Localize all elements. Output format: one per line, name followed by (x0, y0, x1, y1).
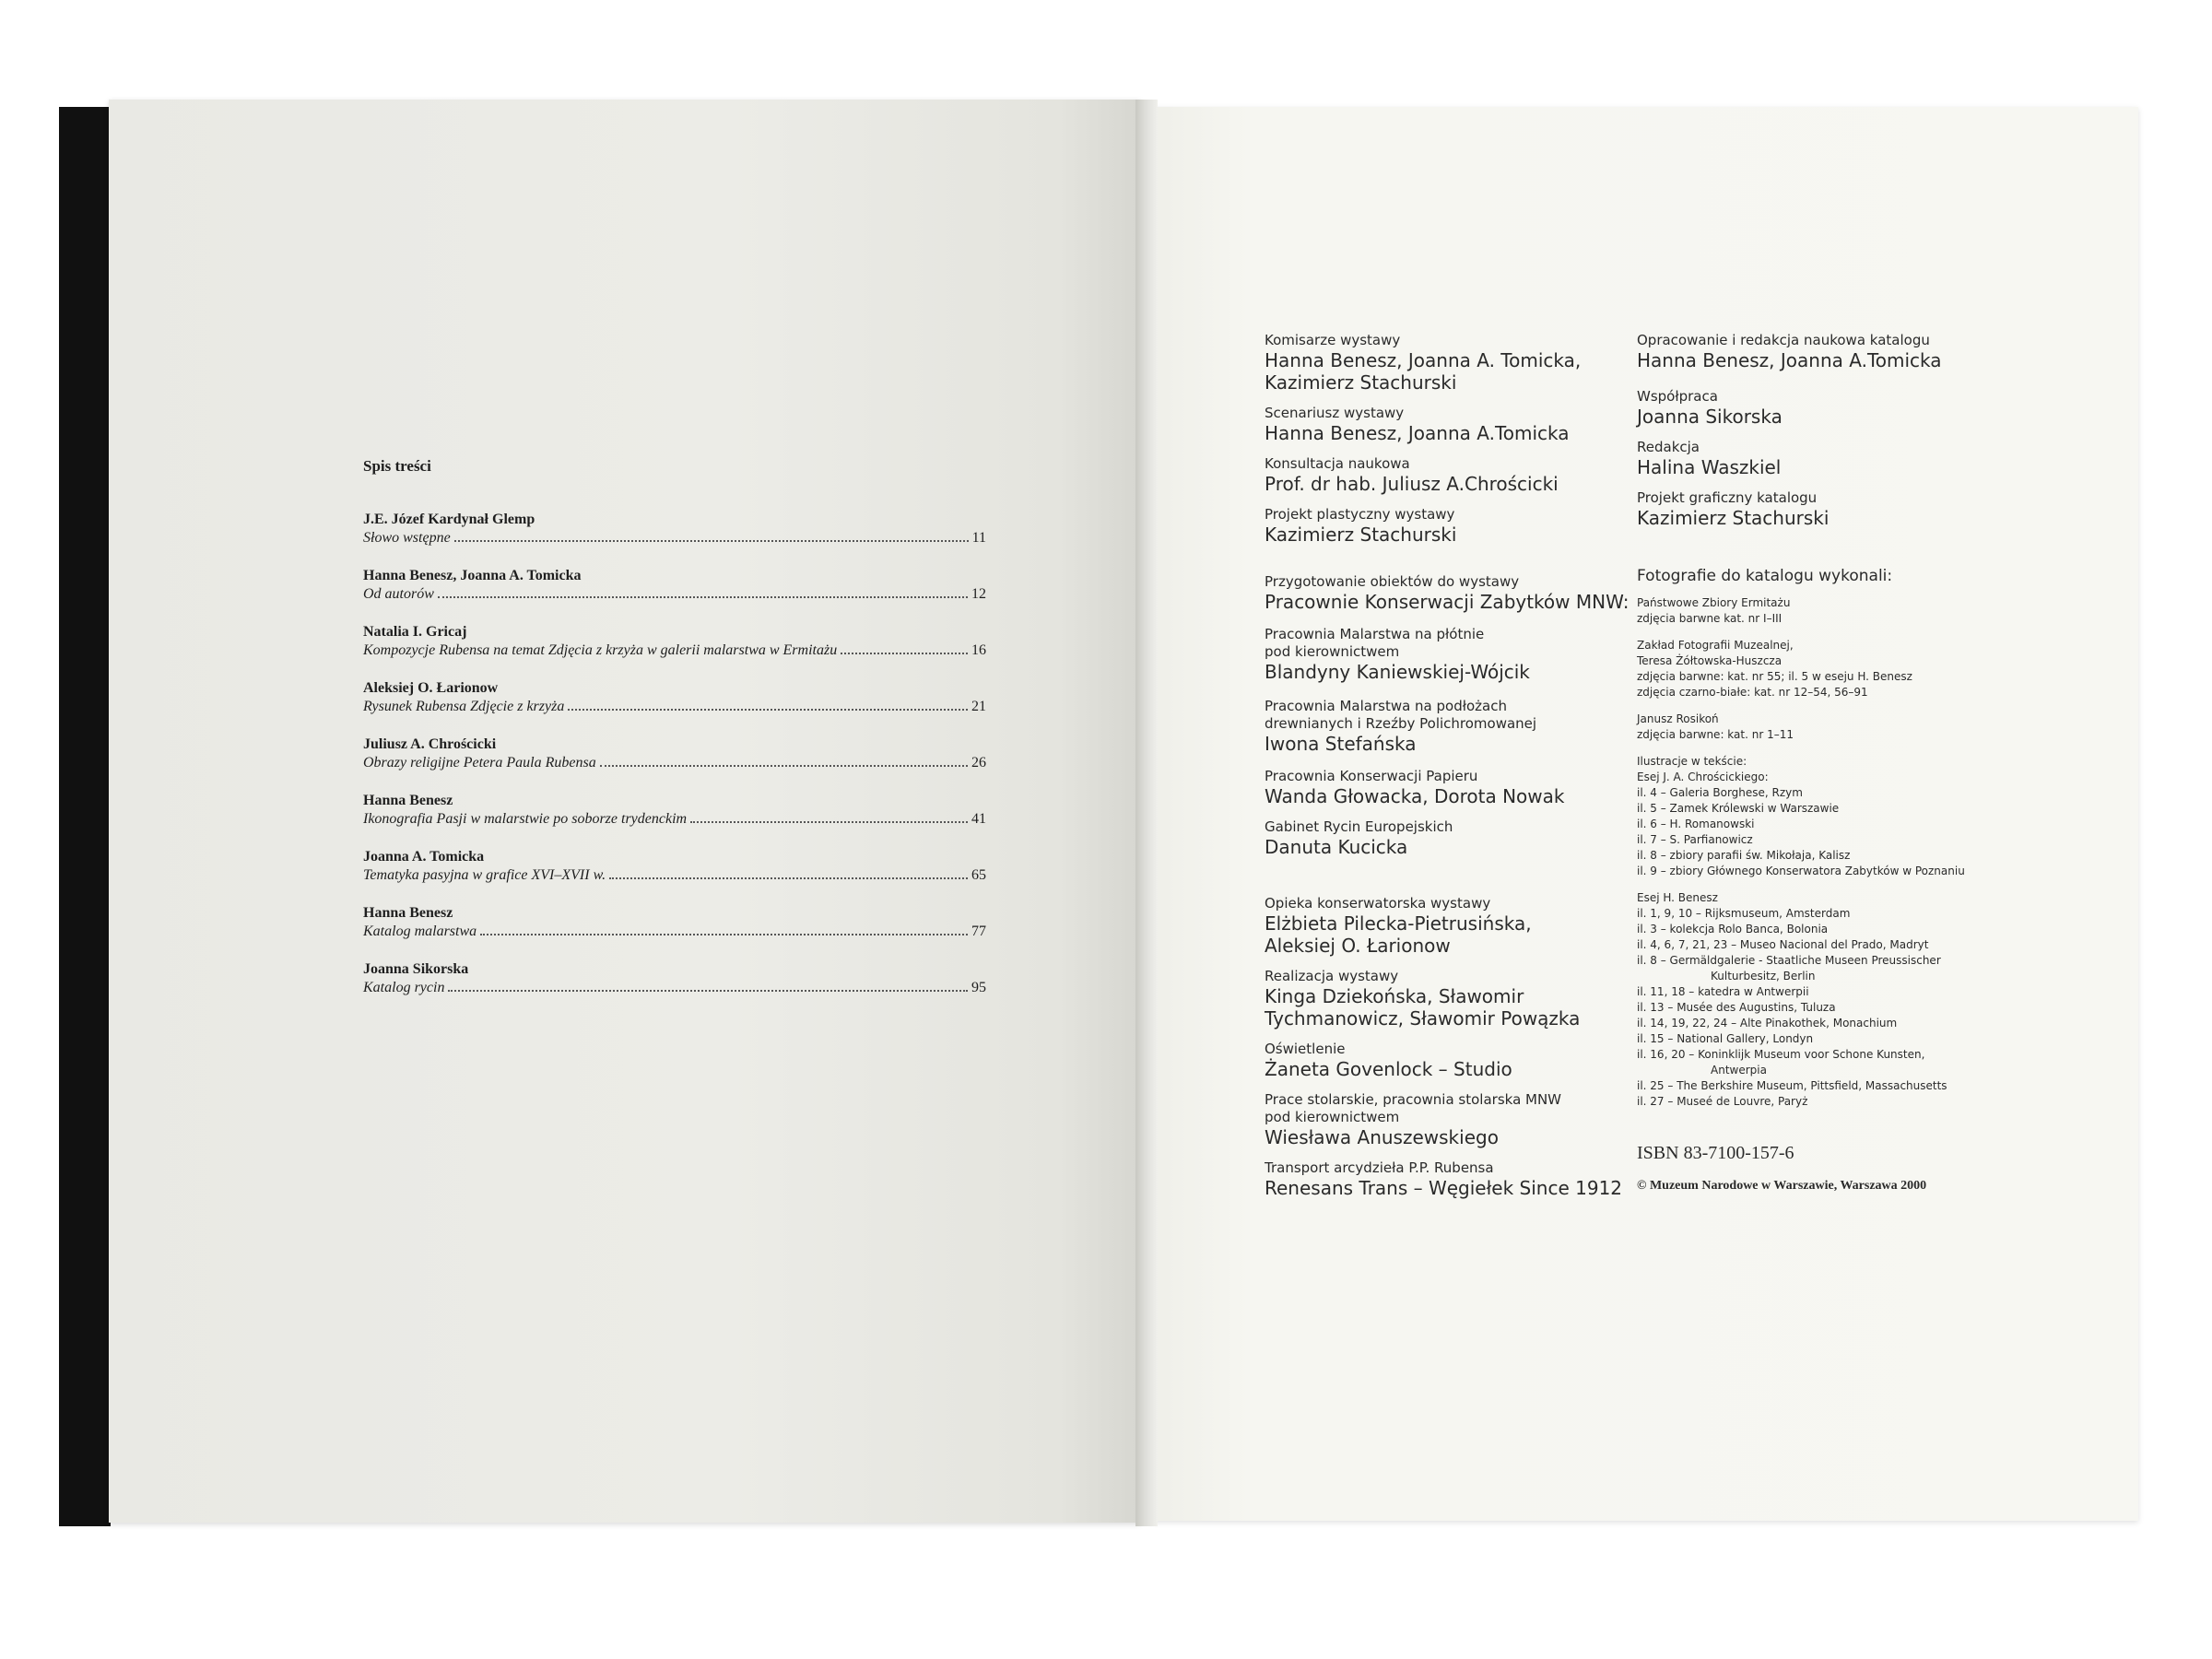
credit-transport (1265, 1159, 1633, 1199)
toc-author: J.E. Józef Kardynał Glemp (363, 512, 535, 527)
photo-credit-block (1637, 712, 2024, 743)
credit-value: Kazimierz Stachurski (1265, 371, 1457, 394)
credit-pracownia-drewno (1265, 698, 1633, 755)
photo-credit-line: Esej J. A. Chrościckiego: (1637, 771, 1769, 783)
photo-credit-line: Ilustracje w tekście: (1637, 755, 1747, 768)
toc-leader-dots (690, 821, 968, 823)
credit-value: Hanna Benesz, Joanna A. Tomicka, (1265, 349, 1582, 371)
photo-credit-line: zdjęcia barwne: kat. nr 1–11 (1637, 728, 1794, 741)
photo-credit-line: Państwowe Zbiory Ermitażu (1637, 596, 1791, 609)
photo-credit-line: il. 16, 20 – Koninklijk Museum voor Schone Kunsten, (1637, 1048, 1925, 1061)
credit-value: Aleksiej O. Łarionow (1265, 935, 1451, 957)
toc-line (363, 641, 986, 660)
credit-opracowanie (1637, 332, 2024, 371)
credit-value: Renesans Trans – Węgiełek Since 1912 (1265, 1177, 1623, 1199)
photo-credit-line: il. 8 – Germäldgalerie - Staatliche Museen Preussischer (1637, 954, 1941, 967)
credit-przygotowanie (1265, 573, 1633, 613)
credit-projekt-graficzny (1637, 489, 2024, 529)
credit-label: Scenariusz wystawy (1265, 405, 1405, 421)
credit-label: Prace stolarskie, pracownia stolarska MNW (1265, 1091, 1562, 1108)
credit-label: Przygotowanie obiektów do wystawy (1265, 573, 1520, 590)
credit-scenariusz (1265, 405, 1633, 444)
photo-credit-line: Janusz Rosikoń (1637, 712, 1719, 725)
credit-label: Opieka konserwatorska wystawy (1265, 895, 1491, 912)
credit-label: Gabinet Rycin Europejskich (1265, 818, 1453, 835)
credit-value: Wanda Głowacka, Dorota Nowak (1265, 785, 1565, 807)
toc-line (363, 698, 986, 716)
credit-label: Oświetlenie (1265, 1041, 1346, 1057)
toc-leader-dots (480, 934, 968, 935)
photo-credit-line: il. 1, 9, 10 – Rijksmuseum, Amsterdam (1637, 907, 1851, 920)
toc-chapter-title: Obrazy religijne Petera Paula Rubensa (363, 755, 596, 771)
toc-page-number: 65 (971, 867, 986, 883)
photo-credit-line: il. 6 – H. Romanowski (1637, 818, 1755, 830)
toc-line (363, 979, 986, 997)
credit-label: Komisarze wystawy (1265, 332, 1401, 348)
credit-value: Danuta Kucicka (1265, 836, 1408, 858)
credit-value: Kazimierz Stachurski (1637, 507, 1830, 529)
toc-line (363, 754, 986, 772)
table-of-contents (363, 457, 986, 1017)
photo-credit-line: Teresa Żółtowska-Huszcza (1637, 654, 1783, 667)
book-spine (59, 107, 111, 1526)
credit-value: Pracownie Konserwacji Zabytków MNW: (1265, 591, 1630, 613)
photo-credit-line: Antwerpia (1711, 1064, 1767, 1077)
toc-leader-dots (454, 540, 969, 542)
credit-label: Projekt graficzny katalogu (1637, 489, 1818, 506)
photo-credit-line: zdjęcia barwne kat. nr I–III (1637, 612, 1783, 625)
credit-konsultacja (1265, 455, 1633, 495)
toc-entry (363, 511, 986, 547)
credit-label: drewnianych i Rzeźby Polichromowanej (1265, 715, 1537, 732)
toc-page-number: 77 (971, 924, 986, 939)
credit-value: Joanna Sikorska (1637, 406, 1783, 428)
toc-chapter-title: Ikonografia Pasji w malarstwie po soborze trydenckim (363, 811, 688, 827)
credit-value: Hanna Benesz, Joanna A.Tomicka (1265, 422, 1570, 444)
toc-entry (363, 567, 986, 604)
toc-leader-dots (438, 596, 968, 598)
credit-value: Kazimierz Stachurski (1265, 524, 1457, 546)
toc-chapter-title: Tematyka pasyjna w grafice XVI–XVII w. (363, 867, 606, 883)
toc-author: Hanna Benesz (363, 905, 453, 921)
photo-credit-line: il. 3 – kolekcja Rolo Banca, Bolonia (1637, 923, 1829, 935)
credit-value: Iwona Stefańska (1265, 733, 1417, 755)
credit-label: Projekt plastyczny wystawy (1265, 506, 1455, 523)
photo-credit-line: zdjęcia barwne: kat. nr 55; il. 5 w eseju H. Benesz (1637, 670, 1912, 683)
credit-label: Redakcja (1637, 439, 1700, 455)
toc-page-number: 16 (971, 642, 986, 658)
photo-credit-block (1637, 754, 2024, 879)
credits-column-right (1637, 332, 2024, 1194)
toc-line (363, 923, 986, 941)
toc-leader-dots (841, 653, 968, 654)
toc-entry (363, 960, 986, 997)
photo-credit-line: il. 7 – S. Parfianowicz (1637, 833, 1753, 846)
credit-redakcja (1637, 439, 2024, 478)
toc-chapter-title: Katalog rycin (363, 980, 445, 995)
toc-page-number: 26 (971, 755, 986, 771)
credit-label: Opracowanie i redakcja naukowa katalogu (1637, 332, 1930, 348)
toc-author: Joanna Sikorska (363, 961, 469, 977)
credit-value: Blandyny Kaniewskiej-Wójcik (1265, 661, 1530, 683)
toc-entry (363, 735, 986, 772)
credit-value: Halina Waszkiel (1637, 456, 1782, 478)
photo-credit-block (1637, 595, 2024, 627)
credit-label: Pracownia Malarstwa na płótnie (1265, 626, 1485, 642)
toc-leader-dots (609, 877, 968, 879)
credit-value: Żaneta Govenlock – Studio (1265, 1058, 1512, 1080)
toc-leader-dots (600, 765, 968, 767)
toc-line (363, 810, 986, 829)
credit-label: Pracownia Konserwacji Papieru (1265, 768, 1478, 784)
toc-page-number: 21 (971, 699, 986, 714)
toc-line (363, 529, 986, 547)
credit-value: Tychmanowicz, Sławomir Powązka (1265, 1007, 1581, 1030)
photo-credit-block (1637, 890, 2024, 1110)
credit-wspolpraca (1637, 388, 2024, 428)
toc-line (363, 866, 986, 885)
credit-value: Hanna Benesz, Joanna A.Tomicka (1637, 349, 1942, 371)
toc-chapter-title: Rysunek Rubensa Zdjęcie z krzyża (363, 699, 565, 714)
credit-oswietlenie (1265, 1041, 1633, 1080)
toc-page-number: 41 (971, 811, 986, 827)
credit-projekt-plastyczny (1265, 506, 1633, 546)
toc-entry (363, 848, 986, 885)
book-gutter (1135, 100, 1158, 1526)
toc-page-number: 95 (971, 980, 986, 995)
credit-label: Realizacja wystawy (1265, 968, 1399, 984)
toc-leader-dots (448, 990, 968, 992)
photo-credit-block (1637, 638, 2024, 700)
toc-chapter-title: Słowo wstępne (363, 530, 451, 546)
toc-entry (363, 623, 986, 660)
toc-entry (363, 792, 986, 829)
toc-page-number: 12 (971, 586, 986, 602)
toc-entry (363, 679, 986, 716)
credit-label: pod kierownictwem (1265, 1109, 1400, 1125)
photo-credit-line: il. 9 – zbiory Głównego Konserwatora Zabytków w Poznaniu (1637, 865, 1965, 877)
photo-credit-line: Zakład Fotografii Muzealnej, (1637, 639, 1794, 652)
credit-stolarskie (1265, 1091, 1633, 1148)
credit-value: Elżbieta Pilecka-Pietrusińska, (1265, 912, 1532, 935)
credit-pracownia-plotno (1265, 626, 1633, 683)
toc-title: Spis treści (363, 457, 431, 475)
credit-komisarze (1265, 332, 1633, 394)
photo-credit-line: il. 14, 19, 22, 24 – Alte Pinakothek, Monachium (1637, 1017, 1898, 1030)
credit-pracownia-papier (1265, 768, 1633, 807)
photo-credit-line: Esej H. Benesz (1637, 891, 1718, 904)
photo-credit-line: Kulturbesitz, Berlin (1711, 970, 1816, 982)
toc-entries (363, 511, 986, 997)
photo-credit-line: il. 5 – Zamek Królewski w Warszawie (1637, 802, 1840, 815)
credit-realizacja (1265, 968, 1633, 1030)
toc-author: Juliusz A. Chrościcki (363, 736, 497, 752)
toc-chapter-title: Kompozycje Rubensa na temat Zdjęcia z krzyża w galerii malarstwa w Ermitażu (363, 642, 838, 658)
toc-author: Hanna Benesz (363, 793, 453, 808)
isbn: ISBN 83-7100-157-6 (1637, 1143, 1794, 1163)
credit-label: pod kierownictwem (1265, 643, 1400, 660)
toc-author: Aleksiej O. Łarionow (363, 680, 499, 696)
credit-value: Prof. dr hab. Juliusz A.Chrościcki (1265, 473, 1559, 495)
photo-credit-line: il. 15 – National Gallery, Londyn (1637, 1032, 1814, 1045)
toc-leader-dots (568, 709, 968, 711)
credit-label: Transport arcydzieła P.P. Rubensa (1265, 1159, 1494, 1176)
photo-credit-line: zdjęcia czarno-białe: kat. nr 12–54, 56–91 (1637, 686, 1868, 699)
toc-chapter-title: Od autorów (363, 586, 434, 602)
toc-author: Hanna Benesz, Joanna A. Tomicka (363, 568, 582, 583)
credit-value: Wiesława Anuszewskiego (1265, 1126, 1499, 1148)
photo-credit-line: il. 27 – Museé de Louvre, Paryż (1637, 1095, 1808, 1108)
toc-chapter-title: Katalog malarstwa (363, 924, 477, 939)
credit-label: Współpraca (1637, 388, 1718, 405)
photo-credit-line: il. 11, 18 – katedra w Antwerpii (1637, 985, 1809, 998)
photo-credit-line: il. 25 – The Berkshire Museum, Pittsfield, Massachusetts (1637, 1079, 1947, 1092)
photo-credits (1637, 595, 2024, 1110)
credit-label: Konsultacja naukowa (1265, 455, 1410, 472)
photo-credits-title: Fotografie do katalogu wykonali: (1637, 567, 1893, 585)
credit-label: Pracownia Malarstwa na podłożach (1265, 698, 1507, 714)
photo-credit-line: il. 4, 6, 7, 21, 23 – Museo Nacional del Prado, Madryt (1637, 938, 1929, 951)
toc-line (363, 585, 986, 604)
toc-page-number: 11 (971, 530, 986, 546)
photo-credit-line: il. 4 – Galeria Borghese, Rzym (1637, 786, 1803, 799)
copyright: © Muzeum Narodowe w Warszawie, Warszawa 2000 (1637, 1179, 1927, 1193)
credit-gabinet-rycin (1265, 818, 1633, 858)
toc-entry (363, 904, 986, 941)
toc-author: Natalia I. Gricaj (363, 624, 467, 640)
photo-credit-line: il. 13 – Musée des Augustins, Tuluza (1637, 1001, 1836, 1014)
toc-author: Joanna A. Tomicka (363, 849, 485, 865)
credit-value: Kinga Dziekońska, Sławomir (1265, 985, 1524, 1007)
credit-opieka (1265, 895, 1633, 957)
credits-column-left (1265, 332, 1633, 1210)
photo-credit-line: il. 8 – zbiory parafii św. Mikołaja, Kalisz (1637, 849, 1851, 862)
